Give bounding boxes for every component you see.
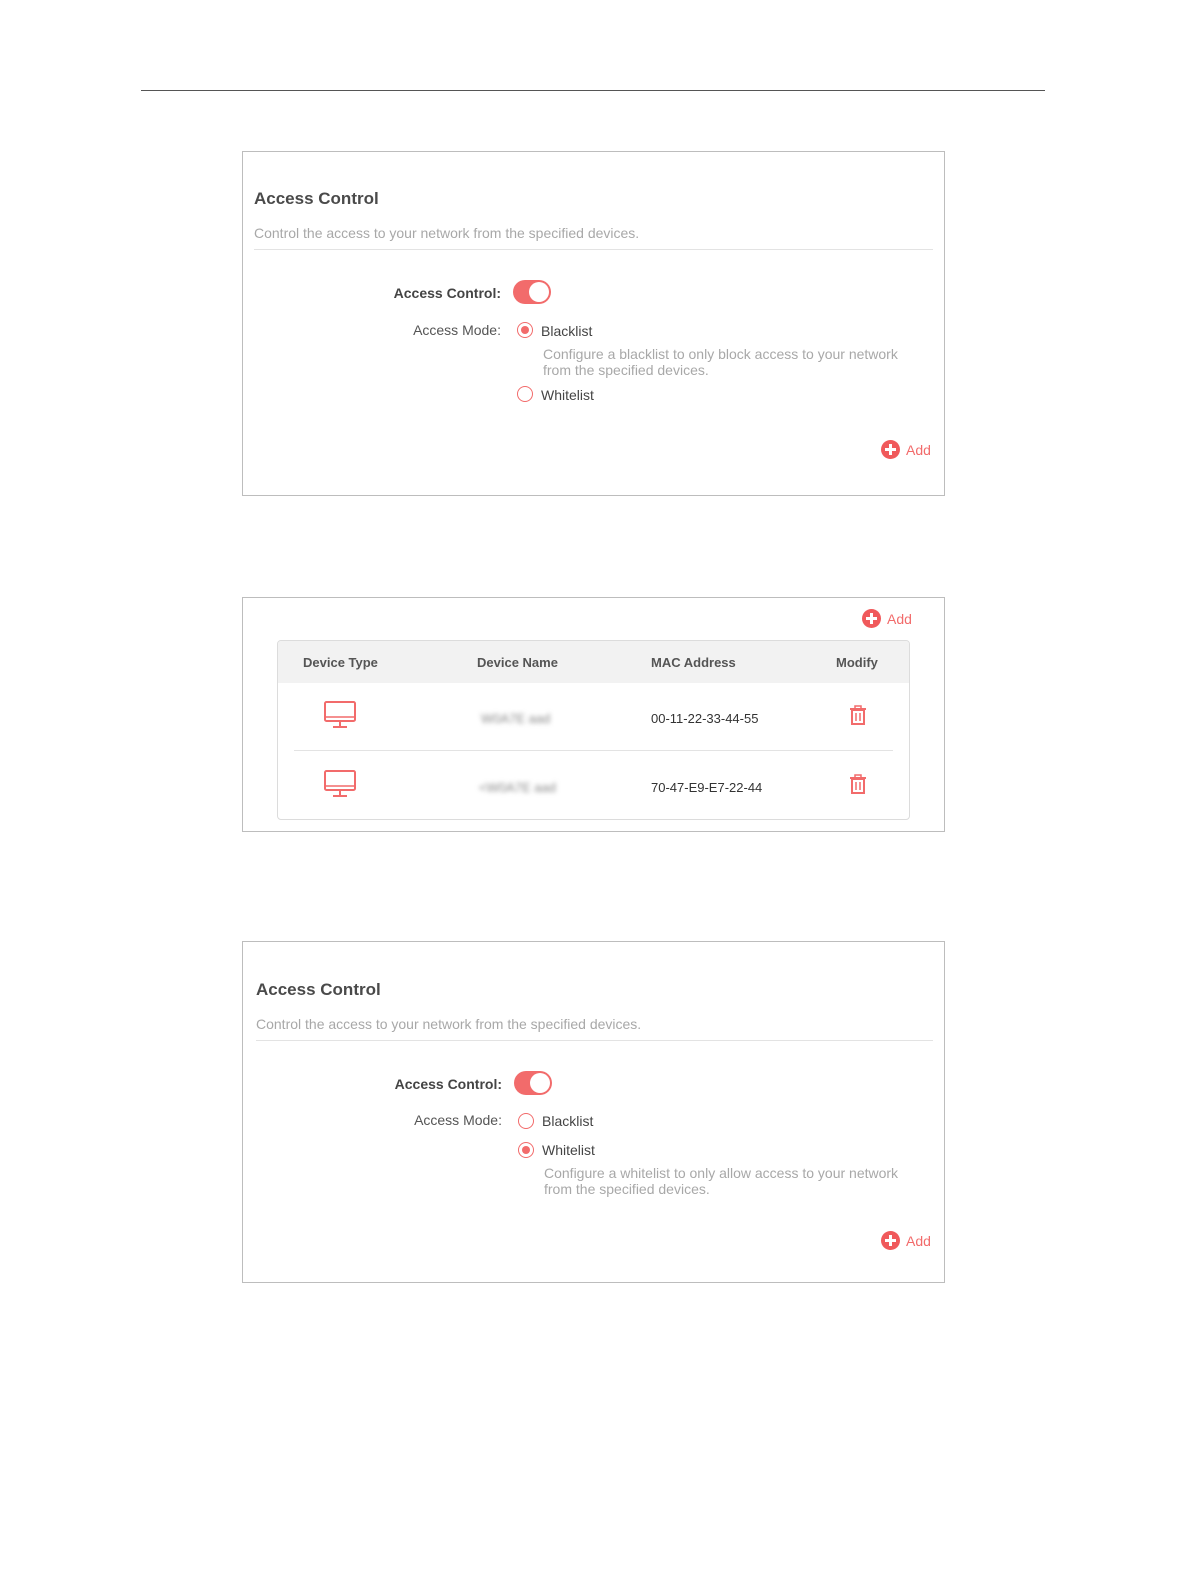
access-control-label: Access Control: xyxy=(393,285,501,301)
access-control-label: Access Control: xyxy=(394,1076,502,1092)
panel-divider xyxy=(256,1040,933,1041)
header-modify: Modify xyxy=(836,655,878,670)
device-name: <W0A7E aad xyxy=(479,780,556,795)
panel-title: Access Control xyxy=(256,980,381,999)
access-control-panel-blacklist xyxy=(242,151,945,496)
whitelist-label: Whitelist xyxy=(541,387,594,403)
access-control-toggle[interactable] xyxy=(513,280,551,304)
whitelist-radio[interactable] xyxy=(518,1142,534,1158)
table-header xyxy=(278,641,909,683)
page-top-rule xyxy=(141,90,1045,91)
add-button[interactable] xyxy=(881,440,931,459)
whitelist-help: Configure a whitelist to only allow access to your network from the specified devices. xyxy=(544,1165,899,1197)
blacklist-label: Blacklist xyxy=(541,323,593,339)
desktop-icon xyxy=(324,770,356,803)
panel-description: Control the access to your network from the specified devices. xyxy=(256,1016,642,1032)
device-name: W0A7E aad xyxy=(481,711,551,726)
blacklist-label: Blacklist xyxy=(542,1113,594,1129)
add-label: Add xyxy=(906,441,931,458)
device-table xyxy=(277,640,910,820)
header-device-type: Device Type xyxy=(303,655,378,670)
desktop-icon xyxy=(324,701,356,734)
access-control-toggle[interactable] xyxy=(514,1071,552,1095)
blacklist-radio[interactable] xyxy=(518,1113,534,1129)
plus-circle-icon xyxy=(862,609,881,628)
add-label: Add xyxy=(906,1232,931,1249)
blacklist-radio[interactable] xyxy=(517,322,533,338)
panel-description: Control the access to your network from the specified devices. xyxy=(254,225,640,241)
blacklist-help: Configure a blacklist to only block access to your network from the specified devices. xyxy=(543,346,898,378)
add-button[interactable] xyxy=(881,1231,931,1250)
mac-address: 00-11-22-33-44-55 xyxy=(651,711,759,726)
trash-icon[interactable] xyxy=(849,705,867,730)
header-device-name: Device Name xyxy=(477,655,558,670)
add-label: Add xyxy=(887,610,912,627)
trash-icon[interactable] xyxy=(849,774,867,799)
access-mode-label: Access Mode: xyxy=(413,322,501,338)
access-mode-label: Access Mode: xyxy=(414,1112,502,1128)
device-list-panel xyxy=(242,597,945,832)
whitelist-label: Whitelist xyxy=(542,1142,595,1158)
plus-circle-icon xyxy=(881,440,900,459)
header-mac-address: MAC Address xyxy=(651,655,736,670)
mac-address: 70-47-E9-E7-22-44 xyxy=(651,780,763,795)
panel-title: Access Control xyxy=(254,189,379,208)
plus-circle-icon xyxy=(881,1231,900,1250)
panel-divider xyxy=(254,249,933,250)
row-separator xyxy=(294,750,893,751)
add-device-button[interactable] xyxy=(862,609,912,628)
access-control-panel-whitelist xyxy=(242,941,945,1283)
whitelist-radio[interactable] xyxy=(517,386,533,402)
